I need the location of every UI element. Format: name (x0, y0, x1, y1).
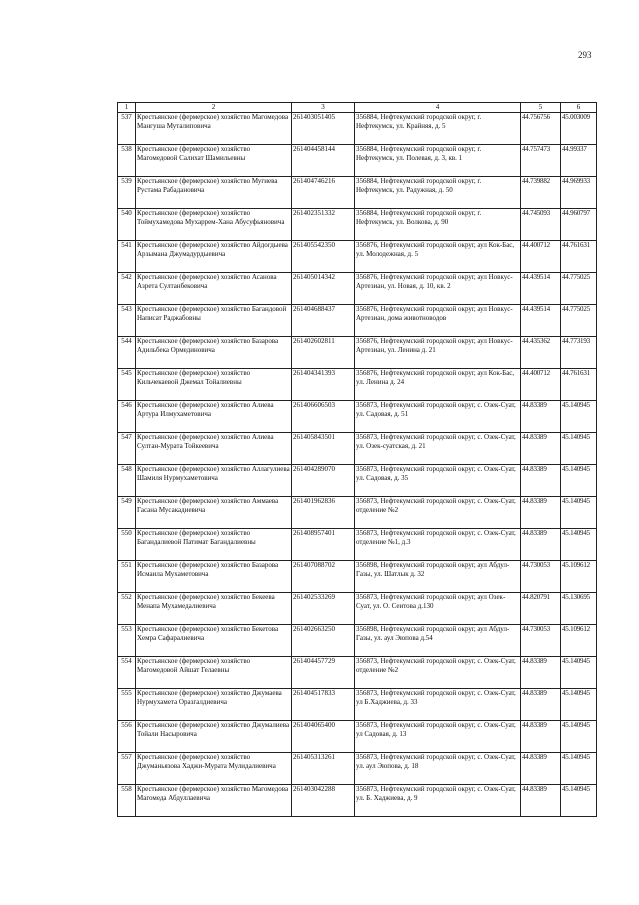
latitude-cell: 44.820791 (521, 593, 561, 625)
farm-name-cell: Крестьянское (фермерское) хозяйство Бекетова Хемра Сафаралиевича (136, 625, 292, 657)
column-header: 3 (292, 103, 355, 113)
latitude-cell: 44.400712 (521, 241, 561, 273)
column-header: 4 (355, 103, 521, 113)
inn-cell: 261407088702 (292, 561, 355, 593)
latitude-cell: 44.83389 (521, 529, 561, 561)
address-cell: 356884, Нефтекумский городской округ, г. Нефтекумск, ул. Волкова, д. 90 (355, 209, 521, 241)
inn-cell: 261404688437 (292, 305, 355, 337)
inn-cell: 261404517833 (292, 689, 355, 721)
column-header: 2 (136, 103, 292, 113)
row-number-cell: 542 (118, 273, 136, 305)
longitude-cell: 44.761631 (561, 369, 597, 401)
address-cell: 356876, Нефтекумский городской округ, аул Кок-Бас, ул. Молодежная, д. 5 (355, 241, 521, 273)
longitude-cell: 44.960797 (561, 209, 597, 241)
inn-cell: 261401962836 (292, 497, 355, 529)
longitude-cell: 45.140945 (561, 753, 597, 785)
farm-name-cell: Крестьянское (фермерское) хозяйство Алиева Султан-Мурата Тойкеевича (136, 433, 292, 465)
table-row (118, 369, 597, 401)
latitude-cell: 44.756756 (521, 113, 561, 145)
latitude-cell: 44.730053 (521, 561, 561, 593)
row-number-cell: 556 (118, 721, 136, 753)
address-cell: 356884, Нефтекумский городской округ, г. Нефтекумск, ул. Полевая, д. 3, кв. 1 (355, 145, 521, 177)
table-row (118, 721, 597, 753)
table-row (118, 113, 597, 145)
inn-cell: 261406606503 (292, 401, 355, 433)
farm-name-cell: Крестьянское (фермерское) хозяйство Базарова Исмаила Мухаметовича (136, 561, 292, 593)
row-number-cell: 548 (118, 465, 136, 497)
address-cell: 356873, Нефтекумский городской округ, с. Озек-Суат, ул Б.Хаджиева, д. 33 (355, 689, 521, 721)
row-number-cell: 539 (118, 177, 136, 209)
table-row (118, 497, 597, 529)
address-cell: 356873, Нефтекумский городской округ, с. Озек-Суат, ул. Б. Хаджиева, д. 9 (355, 785, 521, 817)
longitude-cell: 45.140945 (561, 465, 597, 497)
page-number: 293 (578, 50, 592, 60)
latitude-cell: 44.757473 (521, 145, 561, 177)
row-number-cell: 538 (118, 145, 136, 177)
longitude-cell: 45.140945 (561, 497, 597, 529)
latitude-cell: 44.83389 (521, 753, 561, 785)
column-header: 1 (118, 103, 136, 113)
address-cell: 356876, Нефтекумский городской округ, аул Новкус-Артезиан, ул. Ленина д. 21 (355, 337, 521, 369)
table-row (118, 241, 597, 273)
inn-cell: 261402533269 (292, 593, 355, 625)
latitude-cell: 44.400712 (521, 369, 561, 401)
inn-cell: 261404065400 (292, 721, 355, 753)
table-row (118, 273, 597, 305)
farm-name-cell: Крестьянское (фермерское) хозяйство Джумалиева Тойали Насыровича (136, 721, 292, 753)
latitude-cell: 44.83389 (521, 465, 561, 497)
inn-cell: 261405313261 (292, 753, 355, 785)
table-row (118, 145, 597, 177)
farm-name-cell: Крестьянское (фермерское) хозяйство Багандовой Написат Раджабовны (136, 305, 292, 337)
table-row (118, 561, 597, 593)
inn-cell: 261402602811 (292, 337, 355, 369)
longitude-cell: 45.140945 (561, 721, 597, 753)
table-header-row (118, 103, 597, 113)
longitude-cell: 45.140945 (561, 529, 597, 561)
row-number-cell: 552 (118, 593, 136, 625)
inn-cell: 261405843501 (292, 433, 355, 465)
table-body (118, 103, 597, 817)
farm-name-cell: Крестьянское (фермерское) хозяйство Мугиева Рустама Рабадановича (136, 177, 292, 209)
longitude-cell: 45.109612 (561, 561, 597, 593)
inn-cell: 261403051405 (292, 113, 355, 145)
farm-name-cell: Крестьянское (фермерское) хозяйство Асанова Азрета Султанбековича (136, 273, 292, 305)
longitude-cell: 45.140945 (561, 401, 597, 433)
inn-cell: 261404341393 (292, 369, 355, 401)
row-number-cell: 554 (118, 657, 136, 689)
table-row (118, 753, 597, 785)
latitude-cell: 44.83389 (521, 433, 561, 465)
farm-name-cell: Крестьянское (фермерское) хозяйство Магомедовой Айшат Гелаевны (136, 657, 292, 689)
inn-cell: 261404289070 (292, 465, 355, 497)
address-cell: 356873, Нефтекумский городской округ, с. Озек-Суат, ул Садовая, д. 13 (355, 721, 521, 753)
address-cell: 356898, Нефтекумский городской округ, аул Абдул-Газы, ул. аул Эюпова д.54 (355, 625, 521, 657)
row-number-cell: 549 (118, 497, 136, 529)
latitude-cell: 44.730053 (521, 625, 561, 657)
latitude-cell: 44.739882 (521, 177, 561, 209)
row-number-cell: 557 (118, 753, 136, 785)
table-row (118, 305, 597, 337)
latitude-cell: 44.83389 (521, 785, 561, 817)
longitude-cell: 44.775025 (561, 305, 597, 337)
farm-name-cell: Крестьянское (фермерское) хозяйство Аллагулиева Шамиля Нурмухаметовича (136, 465, 292, 497)
table-row (118, 689, 597, 721)
longitude-cell: 45.140945 (561, 433, 597, 465)
address-cell: 356876, Нефтекумский городской округ, аул Новкус-Артезиан, ул. Новая, д. 10, кв. 2 (355, 273, 521, 305)
address-cell: 356873, Нефтекумский городской округ, с. Озек-Суат, ул. аул Эюпова, д. 18 (355, 753, 521, 785)
longitude-cell: 45.003009 (561, 113, 597, 145)
latitude-cell: 44.83389 (521, 721, 561, 753)
latitude-cell: 44.83389 (521, 401, 561, 433)
address-cell: 356873, Нефтекумский городской округ, с. Озек-Суат, отделение №2 (355, 497, 521, 529)
longitude-cell: 44.773193 (561, 337, 597, 369)
row-number-cell: 546 (118, 401, 136, 433)
address-cell: 356873, Нефтекумский городской округ, с. Озек-Суат, ул. Садовая, д. 35 (355, 465, 521, 497)
farm-name-cell: Крестьянское (фермерское) хозяйство Магомедова Мангуша Муталиповича (136, 113, 292, 145)
longitude-cell: 45.140945 (561, 657, 597, 689)
latitude-cell: 44.83389 (521, 657, 561, 689)
row-number-cell: 543 (118, 305, 136, 337)
column-header: 6 (561, 103, 597, 113)
farm-name-cell: Крестьянское (фермерское) хозяйство Бекеева Менапа Мухамедалиевича (136, 593, 292, 625)
farm-name-cell: Крестьянское (фермерское) хозяйство Магомедова Магомеда Абдуллаевича (136, 785, 292, 817)
address-cell: 356873, Нефтекумский городской округ, с. Озек-Суат, ул. Садовая, д. 51 (355, 401, 521, 433)
address-cell: 356873, Нефтекумский городской округ, с. Озек-Суат, отделение №1, д.3 (355, 529, 521, 561)
inn-cell: 261402351332 (292, 209, 355, 241)
address-cell: 356876, Нефтекумский городской округ, аул Кок-Бас, ул. Ленина д. 24 (355, 369, 521, 401)
longitude-cell: 45.140945 (561, 689, 597, 721)
table-row (118, 785, 597, 817)
latitude-cell: 44.439514 (521, 305, 561, 337)
table-row (118, 401, 597, 433)
table-row (118, 209, 597, 241)
inn-cell: 261404746216 (292, 177, 355, 209)
row-number-cell: 547 (118, 433, 136, 465)
row-number-cell: 545 (118, 369, 136, 401)
farm-name-cell: Крестьянское (фермерское) хозяйство Джуманьязова Хаджи-Мурата Мулидалиевича (136, 753, 292, 785)
farm-name-cell: Крестьянское (фермерское) хозяйство Магомедовой Салихат Шамильевны (136, 145, 292, 177)
inn-cell: 261403042288 (292, 785, 355, 817)
address-cell: 356873, Нефтекумский городской округ, аул Озек-Суат, ул. О. Сеитова д.130 (355, 593, 521, 625)
address-cell: 356884, Нефтекумский городской округ, г. Нефтекумск, ул. Крайняя, д. 5 (355, 113, 521, 145)
farm-name-cell: Крестьянское (фермерское) хозяйство Базарова Адильбека Ормединовича (136, 337, 292, 369)
longitude-cell: 44.969933 (561, 177, 597, 209)
address-cell: 356873, Нефтекумский городской округ, с. Озек-Суат, отделение №2 (355, 657, 521, 689)
inn-cell: 261405542350 (292, 241, 355, 273)
table-row (118, 529, 597, 561)
latitude-cell: 44.439514 (521, 273, 561, 305)
longitude-cell: 45.109612 (561, 625, 597, 657)
row-number-cell: 537 (118, 113, 136, 145)
farm-name-cell: Крестьянское (фермерское) хозяйство Айдогдыева Арзымана Джумадурдыевича (136, 241, 292, 273)
longitude-cell: 44.761631 (561, 241, 597, 273)
address-cell: 356898, Нефтекумский городской округ, аул Абдул-Газы, ул. Шатлык д. 32 (355, 561, 521, 593)
address-cell: 356884, Нефтекумский городской округ, г. Нефтекумск, ул. Радужная, д. 50 (355, 177, 521, 209)
row-number-cell: 544 (118, 337, 136, 369)
address-cell: 356873, Нефтекумский городской округ, с. Озек-Суат, ул. Озек-суатская, д. 21 (355, 433, 521, 465)
inn-cell: 261404458144 (292, 145, 355, 177)
longitude-cell: 45.140945 (561, 785, 597, 817)
table-row (118, 337, 597, 369)
table-row (118, 433, 597, 465)
farm-name-cell: Крестьянское (фермерское) хозяйство Тоймухамедова Мухаррем-Хана Абусуфьяновича (136, 209, 292, 241)
table-row (118, 625, 597, 657)
longitude-cell: 44.99337 (561, 145, 597, 177)
row-number-cell: 558 (118, 785, 136, 817)
farm-name-cell: Крестьянское (фермерское) хозяйство Алиева Артура Илмухаметовича (136, 401, 292, 433)
farm-name-cell: Крестьянское (фермерское) хозяйство Аммаева Гасана Мусакадиевича (136, 497, 292, 529)
row-number-cell: 550 (118, 529, 136, 561)
table-row (118, 465, 597, 497)
latitude-cell: 44.83389 (521, 689, 561, 721)
row-number-cell: 541 (118, 241, 136, 273)
farm-registry-table (117, 102, 597, 817)
row-number-cell: 540 (118, 209, 136, 241)
inn-cell: 261408957401 (292, 529, 355, 561)
longitude-cell: 44.775025 (561, 273, 597, 305)
longitude-cell: 45.130695 (561, 593, 597, 625)
latitude-cell: 44.435362 (521, 337, 561, 369)
table-row (118, 593, 597, 625)
latitude-cell: 44.83389 (521, 497, 561, 529)
table-row (118, 177, 597, 209)
row-number-cell: 551 (118, 561, 136, 593)
column-header: 5 (521, 103, 561, 113)
inn-cell: 261405014342 (292, 273, 355, 305)
inn-cell: 261404457729 (292, 657, 355, 689)
latitude-cell: 44.745093 (521, 209, 561, 241)
inn-cell: 261402663250 (292, 625, 355, 657)
farm-name-cell: Крестьянское (фермерское) хозяйство Джумаева Нурмухамета Оразгалдиевича (136, 689, 292, 721)
address-cell: 356876, Нефтекумский городской округ, аул Новкус-Артезиан, дома животноводов (355, 305, 521, 337)
farm-name-cell: Крестьянское (фермерское) хозяйство Багандалиевой Патимат Багандалиевны (136, 529, 292, 561)
row-number-cell: 553 (118, 625, 136, 657)
row-number-cell: 555 (118, 689, 136, 721)
table-row (118, 657, 597, 689)
farm-name-cell: Крестьянское (фермерское) хозяйство Кильчекаевой Джемал Тойалиевны (136, 369, 292, 401)
